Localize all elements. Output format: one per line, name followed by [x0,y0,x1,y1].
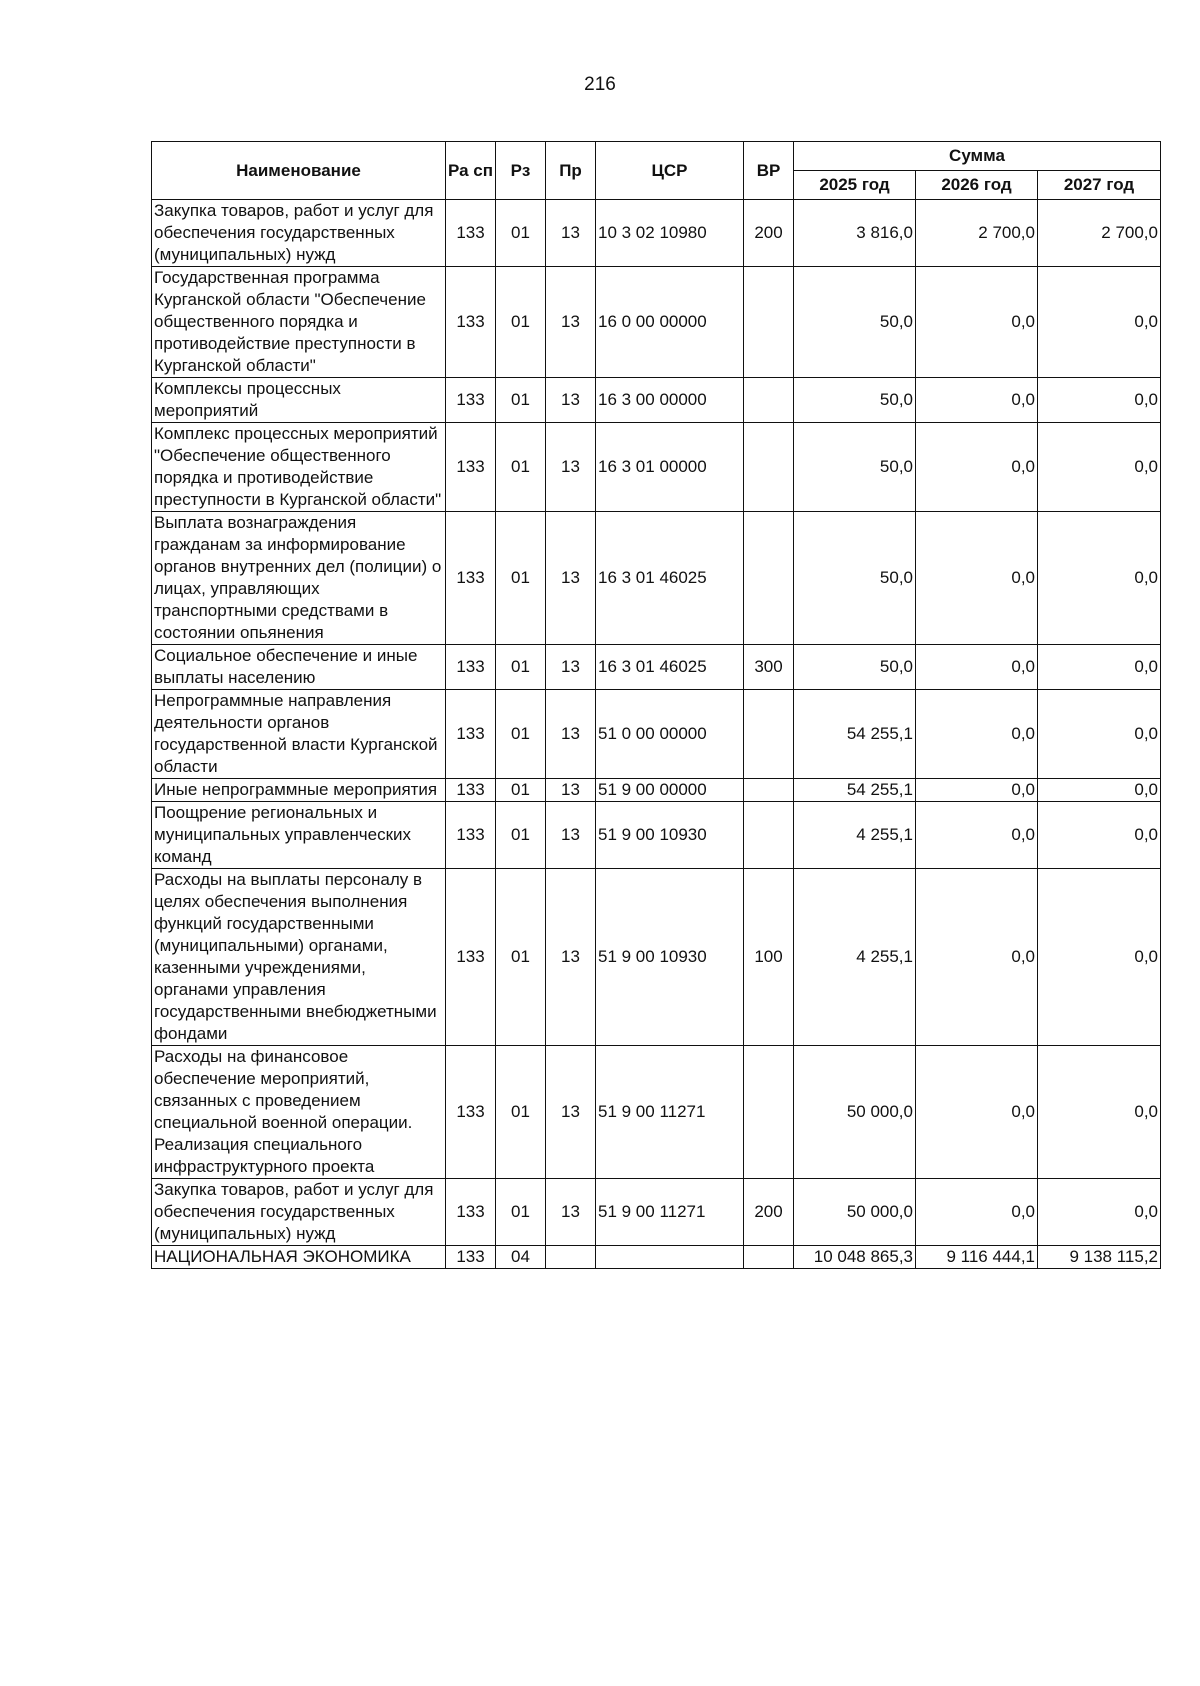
row-amount-2027: 0,0 [1038,802,1161,869]
row-amount-2026: 0,0 [916,512,1038,645]
row-pr: 13 [546,869,596,1046]
row-name: Комплекс процессных мероприятий "Обеспечение общественного порядка и противодействие преступности в Курганской области" [152,423,446,512]
row-pr: 13 [546,1046,596,1179]
header-vr: ВР [744,142,794,200]
row-name: Расходы на выплаты персоналу в целях обеспечения выполнения функций государственными (муниципальными) органами, казенными учреждениями, органами управления государственными внебюджетными фондами [152,869,446,1046]
row-name: Закупка товаров, работ и услуг для обеспечения государственных (муниципальных) нужд [152,1179,446,1246]
row-rasp: 133 [446,267,496,378]
row-name: Иные непрограммные мероприятия [152,779,446,802]
row-amount-2025: 54 255,1 [794,690,916,779]
row-amount-2026: 0,0 [916,645,1038,690]
row-csr: 16 3 00 00000 [596,378,744,423]
row-vr [744,1046,794,1179]
row-vr [744,779,794,802]
row-amount-2027: 0,0 [1038,1179,1161,1246]
row-rasp: 133 [446,200,496,267]
row-amount-2026: 0,0 [916,690,1038,779]
row-amount-2025: 3 816,0 [794,200,916,267]
row-rasp: 133 [446,1246,496,1269]
row-rasp: 133 [446,1046,496,1179]
row-vr [744,1246,794,1269]
row-amount-2027: 0,0 [1038,779,1161,802]
row-amount-2027: 0,0 [1038,512,1161,645]
row-rz: 01 [496,512,546,645]
header-rasp: Ра сп [446,142,496,200]
row-vr [744,802,794,869]
row-vr: 100 [744,869,794,1046]
table-row [152,423,1161,512]
row-amount-2027: 0,0 [1038,267,1161,378]
row-amount-2025: 50,0 [794,423,916,512]
row-amount-2026: 0,0 [916,869,1038,1046]
row-amount-2027: 0,0 [1038,378,1161,423]
table-row [152,1246,1161,1269]
row-rasp: 133 [446,423,496,512]
header-2025: 2025 год [794,171,916,200]
row-pr: 13 [546,1179,596,1246]
row-vr [744,690,794,779]
row-csr: 51 9 00 10930 [596,869,744,1046]
row-amount-2026: 0,0 [916,1046,1038,1179]
row-amount-2025: 50 000,0 [794,1179,916,1246]
row-amount-2025: 54 255,1 [794,779,916,802]
row-csr: 16 0 00 00000 [596,267,744,378]
row-csr: 51 9 00 00000 [596,779,744,802]
table-row [152,779,1161,802]
row-rz: 01 [496,869,546,1046]
table-row [152,690,1161,779]
table-body [152,200,1161,1269]
header-csr: ЦСР [596,142,744,200]
table-row [152,378,1161,423]
row-csr: 16 3 01 00000 [596,423,744,512]
row-rz: 01 [496,267,546,378]
row-amount-2026: 0,0 [916,267,1038,378]
row-rz: 01 [496,645,546,690]
row-pr: 13 [546,512,596,645]
row-rasp: 133 [446,1179,496,1246]
row-amount-2027: 0,0 [1038,869,1161,1046]
row-pr [546,1246,596,1269]
row-csr: 51 9 00 11271 [596,1046,744,1179]
row-rz: 01 [496,378,546,423]
row-amount-2025: 10 048 865,3 [794,1246,916,1269]
row-pr: 13 [546,378,596,423]
row-rz: 01 [496,423,546,512]
table-row [152,869,1161,1046]
header-pr: Пр [546,142,596,200]
row-amount-2027: 0,0 [1038,1046,1161,1179]
row-name: НАЦИОНАЛЬНАЯ ЭКОНОМИКА [152,1246,446,1269]
row-amount-2025: 50,0 [794,267,916,378]
row-amount-2025: 4 255,1 [794,869,916,1046]
table-row [152,512,1161,645]
row-pr: 13 [546,645,596,690]
budget-table [151,141,1161,1269]
row-amount-2026: 2 700,0 [916,200,1038,267]
row-pr: 13 [546,690,596,779]
row-csr: 16 3 01 46025 [596,512,744,645]
table-row [152,1179,1161,1246]
row-csr: 10 3 02 10980 [596,200,744,267]
row-pr: 13 [546,779,596,802]
row-vr [744,267,794,378]
row-name: Государственная программа Курганской области "Обеспечение общественного порядка и противодействие преступности в Курганской области" [152,267,446,378]
header-name: Наименование [152,142,446,200]
row-name: Выплата вознаграждения гражданам за информирование органов внутренних дел (полиции) о лицах, управляющих транспортными средствами в состоянии опьянения [152,512,446,645]
row-name: Расходы на финансовое обеспечение мероприятий, связанных с проведением специальной военной операции. Реализация специального инфраструктурного проекта [152,1046,446,1179]
row-rasp: 133 [446,690,496,779]
row-amount-2027: 0,0 [1038,645,1161,690]
row-csr: 51 9 00 11271 [596,1179,744,1246]
header-2026: 2026 год [916,171,1038,200]
row-amount-2026: 0,0 [916,423,1038,512]
row-amount-2027: 0,0 [1038,690,1161,779]
row-amount-2027: 9 138 115,2 [1038,1246,1161,1269]
table-row [152,267,1161,378]
table-row [152,200,1161,267]
row-pr: 13 [546,423,596,512]
row-name: Социальное обеспечение и иные выплаты населению [152,645,446,690]
row-amount-2025: 50,0 [794,512,916,645]
row-rz: 01 [496,802,546,869]
row-rasp: 133 [446,802,496,869]
row-name: Непрограммные направления деятельности органов государственной власти Курганской области [152,690,446,779]
row-vr [744,423,794,512]
row-amount-2025: 50 000,0 [794,1046,916,1179]
row-vr: 200 [744,1179,794,1246]
table-row [152,645,1161,690]
row-rasp: 133 [446,512,496,645]
row-name: Комплексы процессных мероприятий [152,378,446,423]
row-vr: 300 [744,645,794,690]
header-2027: 2027 год [1038,171,1161,200]
row-amount-2027: 2 700,0 [1038,200,1161,267]
row-csr [596,1246,744,1269]
row-rz: 04 [496,1246,546,1269]
row-csr: 51 0 00 00000 [596,690,744,779]
row-vr [744,512,794,645]
row-amount-2025: 50,0 [794,378,916,423]
row-amount-2026: 0,0 [916,779,1038,802]
row-amount-2025: 50,0 [794,645,916,690]
header-rz: Рз [496,142,546,200]
row-rz: 01 [496,779,546,802]
header-summa: Сумма [794,142,1161,171]
row-name: Закупка товаров, работ и услуг для обеспечения государственных (муниципальных) нужд [152,200,446,267]
row-pr: 13 [546,200,596,267]
row-rasp: 133 [446,645,496,690]
row-csr: 51 9 00 10930 [596,802,744,869]
row-amount-2027: 0,0 [1038,423,1161,512]
row-amount-2026: 0,0 [916,378,1038,423]
row-rasp: 133 [446,869,496,1046]
table-header [152,142,1161,200]
row-csr: 16 3 01 46025 [596,645,744,690]
row-rasp: 133 [446,378,496,423]
row-amount-2026: 0,0 [916,802,1038,869]
row-amount-2026: 0,0 [916,1179,1038,1246]
row-vr [744,378,794,423]
row-rz: 01 [496,200,546,267]
row-rz: 01 [496,1046,546,1179]
table-row [152,1046,1161,1179]
row-amount-2025: 4 255,1 [794,802,916,869]
row-vr: 200 [744,200,794,267]
table-row [152,802,1161,869]
page-number: 216 [584,74,616,95]
row-rz: 01 [496,1179,546,1246]
row-pr: 13 [546,802,596,869]
row-rasp: 133 [446,779,496,802]
row-pr: 13 [546,267,596,378]
row-amount-2026: 9 116 444,1 [916,1246,1038,1269]
row-rz: 01 [496,690,546,779]
row-name: Поощрение региональных и муниципальных управленческих команд [152,802,446,869]
